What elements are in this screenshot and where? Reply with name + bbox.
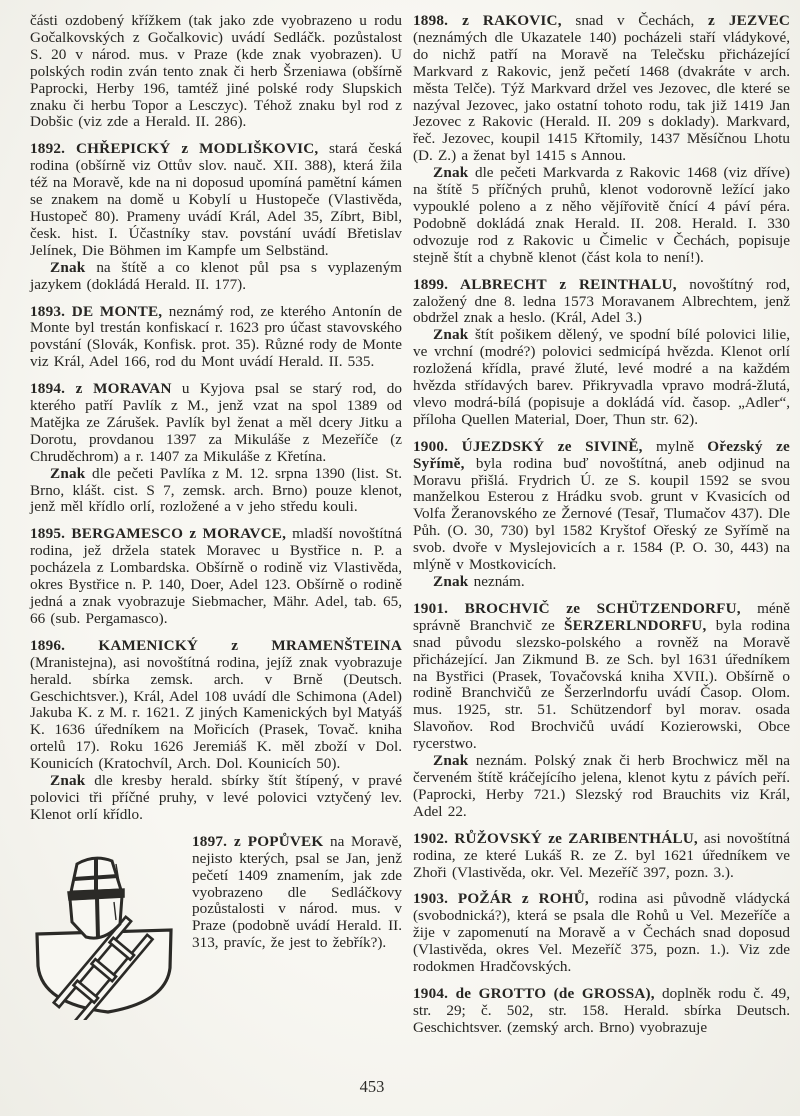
entry-heading-text: z JEZVEC [708,12,790,29]
entry-heading-text: Znak [433,164,469,182]
entry-1898 [413,13,790,267]
entry-body-text: neznám. Polský znak či herb Brochwicz měl na červeném štítě kráčejícího jelena, klenot kytu z pávích peří. (Paprocki, Herby 721.) Slezský rod Brauchits viz Král, Adel 22. [413,752,790,820]
entry-body-text: snad v Čechách, [561,12,709,29]
entry-heading-text: Znak [50,772,86,790]
entry-heading-text: Znak [50,258,86,276]
entry-body-text: části ozdobený křížkem (tak jako zde vyobrazeno u rodu Gočalkovských z Gočalkovic) uvádí Sedláčk. pozůstalost S. 20 v národ. mus. v Praze (kde znak vyobrazen). U polských rodin zván tento znak či herb Šrzeniawa (obšírně Paprocki, Herby 196, tamtéž jiné polské rody Slupskich znaku či herbu Topor a Lesczyc). Téhož znaku byl rod z Dobšic (viz zde a Herald. II. 286). [30,12,402,131]
entry-body-text: doplněk rodu č. 49, str. 29; č. 502, str. 158. Herald. sbírka Deutsch. Geschichtsver. (zemský arch. Brno) vyobrazuje [413,984,790,1036]
entry-body-text: byla rodina snad původu slezsko-polského a rovněž na Moravě přicházející. Jan Zikmund B. ze Sch. byl 1631 úředníkem na Bystřici (Prasek, Tovačovská kniha XVII.). Obšírně o rodině Branchvičů ze Šerzerlndorfu uvádí Časop. Olom. mus. 1925, str. 51. Schützendorf byl morav. osada Slavoňov. Rod Brochvičů uvádí Kozierowski, Obce rycerstwo. [413,616,790,753]
entry-1898-paragraph [413,165,790,266]
entry-1903 [413,891,790,976]
entry-1896-paragraph [30,638,402,773]
entry-1898-paragraph [413,13,790,165]
entry-1900-paragraph [413,439,790,574]
entry-heading-text: 1894. z MORAVAN [30,380,172,398]
entry-1901-paragraph [413,753,790,821]
entry-1893 [30,304,402,372]
entry-1902 [413,831,790,882]
right-column [413,13,790,1047]
entry-heading-text: 1904. de GROTTO (de GROSSA), [413,984,655,1002]
entry-1896-paragraph [30,773,402,824]
entry-1899-paragraph [413,277,790,328]
entry-body-text: (neznámých dle Ukazatele 140) pocházeli staří vládykové, do nichž patří na Moravě na Telečsku přicházející Markvard z Rakovic, jenž pečetí 1468 (dvakráte v arch. města Telče). Týž Markvard držel ves Jezovec, dle které se nazýval Jezovec, jako ostatní tohoto rodu, tak již 1419 Jan Jezovec z Rakovic (Herald. II. 209 s doklady). Markvard, řeč. Jezovec, koupil 1415 Křtomily, 1437 Měsíčnou Lhotu (D. Z.) a ženat byl 1415 s Annou. [413,28,790,165]
entry-1899 [413,277,790,429]
coat-of-arms-figure [30,852,180,1020]
entry-body-text: na Moravě, nejisto kterých, psal se Jan, jenž pečetí 1409 znamením, jak zde vyobrazeno dle Sedláčkovy pozůstalosti v národ. mus. v Praze (podobně uvádí Herald. II. 313, pravíc, že jest to žebřík?). [192,832,402,952]
entry-body-text: dle kresby herald. sbírky štít štípený, v pravé polovici tři příčné pruhy, v levé polovici vztyčený lev. Klenot orlí křídlo. [30,772,402,823]
entry-body-text: štít pošikem dělený, ve spodní bílé polovici lilie, ve vrchní (modré?) polovici sedmicípá hvězda. Klenot orlí rozložená křídla, pravé žluté, levé modré a na každém hvězda střídavých barev. Přikryvadla vpravo modrá-žlutá, vlevo modrá-bílá (popisuje a dokládá víd. časop. „Adler“, příloha Quellen Material, Doer, Thun str. 62). [413,326,790,428]
entry-body-text: byla rodina buď novoštítná, aneb odjinud na Moravu přišlá. Frydrich Ú. ze S. koupil 1592 se svou manželkou Esterou z Hrádku svob. grunt v Kvasicích od Volfa Žeranovského ze Žernové (Tesař, Tlumačov 437). Dle Půh. (O. 30, 730) byl 1582 Kryštof Ořeský ze Syřímě na svob. dvoře v Myslejovicích a r. 1584 (P. O. 30, 443) na mlýně v Mostkovicích. [413,454,790,574]
entry-heading-text: 1903. POŽÁR z ROHŮ, [413,890,589,908]
entry-body-text: neznám. [468,573,525,590]
entry-body-text: asi novoštítná rodina, ze které Lukáš R. ze Z. byl 1621 úředníkem ve Zhoři (Vlastivěda, okr. Vel. Mezeříč 397, pozn. 3.). [413,829,791,881]
entry-body-text: rodina asi původně vládycká (svobodnická?), která se psala dle Rohů u Vel. Mezeříče a žije v zapomenutí na Moravě a v Čechách snad doposud (Vlastivěda, okres Vel. Mezeříč 375, pozn. 1.). Viz zde rodokmen Hradčovských. [413,890,790,976]
entry-1895 [30,526,402,627]
entry-body-text: méně správně Branchvič ze [413,599,790,634]
entry-body-text: na štítě a co klenot půl psa s vyplazeným jazykem (dokládá Herald. II. 177). [30,258,402,293]
entry-heading-text: Znak [433,752,469,770]
entry-1895-paragraph [30,526,402,627]
entry-heading-text: Znak [50,464,86,482]
entry-1894-paragraph [30,381,402,466]
entry-1903-paragraph [413,891,790,976]
entry-1904-paragraph [413,986,790,1037]
entry-1892-paragraph [30,141,402,259]
entry-body-text: mylně [642,437,708,455]
entry-1900 [413,439,790,591]
entry-body-text: mladší novoštítná rodina, jež držela statek Moravec u Bystřice n. P. a pocházela z Lombardska. Obšírně o rodině viz Vlastivěda, okres Bystřice n. P. 140, Doer, Adel 123. Obšírně o rodině jedná a znak vyobrazuje Siebmacher, Mähr. Adel, tab. 65, 66 (sub. Pergamasco). [30,525,403,627]
entry-heading-text: Znak [433,573,469,590]
entry-heading-text: Ořezský ze Syřímě, [413,437,790,472]
entry-1897 [30,834,402,952]
entry-heading-text: 1898. z RAKOVIC, [413,12,562,29]
entry-1899-paragraph [413,327,790,428]
entry-body-text: neznámý rod, ze kterého Antonín de Monte byl trestán konfiskací r. 1623 pro účast stavovského povstání (Slovák, Konfisk. prot. 35). Různé rody de Monte viz Král, Adel 166, rod du Mont uvádí Herald. II. 535. [30,302,402,371]
text-columns [30,13,790,1047]
entry-1904 [413,986,790,1037]
entry-1902-paragraph [413,831,790,882]
entry-heading-text: 1896. KAMENICKÝ z MRAMENŠTEINA [30,636,402,654]
entry-heading-text: ŠERZERLNDORFU, [564,616,707,634]
entry-body-text: stará česká rodina (obšírně viz Ottův slov. nauč. XII. 388), která žila též na Moravě, kde na ni doposud upomíná pamětní kámen se znakem na domě u Kobylí u Hustopeče (Vlastivěda, Hustopeč 80). Prameny uvádí Král, Adel 35, Zíbrt, Bibl, česk. hist. I. Účastníky stav. povstání uvádí Břetislav Jelínek, Die Böhmen im Kampfe um Selbständ. [30,140,402,259]
entry-heading-text: 1899. ALBRECHT z REINTHALU, [413,275,677,293]
entry-1896 [30,638,402,824]
entry-heading-text: 1895. BERGAMESCO z MORAVCE, [30,525,287,543]
page-number: 453 [359,1077,385,1096]
entry-body-text: dle pečeti Pavlíka z M. 12. srpna 1390 (list. St. Brno, klášt. cist. S 7, zemsk. arch. Brno) pouze klenot, jenž měl křídlo orlí, rozložené a v jeho středu kouli. [30,464,402,516]
continuation-paragraph-paragraph [30,13,402,131]
entry-heading-text: 1892. CHŘEPICKÝ z MODLIŠKOVIC, [30,140,319,158]
entry-1901 [413,601,790,821]
great-helm-icon [68,858,124,938]
entry-1901-paragraph [413,601,790,753]
entry-body-text: novoštítný rod, založený dne 8. ledna 1573 Moravanem Albrechtem, jenž obdržel znak a heslo. (Král, Adel 3.) [413,275,790,327]
entry-body-text: dle pečeti Markvarda z Rakovic 1468 (viz dříve) na štítě 5 příčných pruhů, klenot vodorovně ležící jako vypouklé poleno a z něho vějířovitě čnící 4 páví péra. Podobně dokládá znak Herald. II. 208. Herald. I. 330 odvozuje rod z Rakovic u Čimelic v Čechách, popisuje stejně štít a chybně klenot (část kola to není!). [413,164,790,266]
entry-1900-paragraph [413,574,790,591]
entry-heading-text: 1901. BROCHVIČ ze SCHÜTZENDORFU, [413,599,741,617]
entry-1893-paragraph [30,304,402,372]
entry-1892 [30,141,402,293]
entry-heading-text: 1902. RŮŽOVSKÝ ze ZARIBENTHÁLU, [413,829,698,847]
entry-1894-paragraph [30,466,402,517]
entry-1892-paragraph [30,260,402,294]
entry-body-text: u Kyjova psal se starý rod, do kterého patří Pavlík z M., jenž vzat na spol 1389 od Matějka ze Zárušek. Pavlík byl ženat a měl dcery Jitku a Dorotu, provdanou 1397 za Mikuláše z Mezeříče (z Chruděchrom) a r. 1407 za Mikuláše z Křetína. [30,380,402,465]
entry-body-text: (Mranistejna), asi novoštítná rodina, jejíž znak vyobrazuje herald. sbírka zemsk. arch. v Brně (Deutsch. Geschichtsver.), Král, Adel 108 uvádí dle Schimona (Adel) Jakuba K. z M. r. 1621. Z jiných Kamenických byl Matyáš K. 1636 úředníkem na Mořicích (Prasek, Tovač. kniha ortelů 17). Roku 1626 Jeremiáš K. měl zboží v Dol. Kounicích (Kratochvíl, Arch. Dol. Kounicích 50). [30,653,402,773]
entry-heading-text: 1900. ÚJEZDSKÝ ze SIVINĚ, [413,437,643,455]
left-column [30,13,402,1047]
entry-1894 [30,381,402,516]
entry-heading-text: Znak [433,326,469,344]
continuation-paragraph [30,13,402,131]
entry-heading-text: 1897. z POPŮVEK [192,832,324,850]
entry-heading-text: 1893. DE MONTE, [30,302,163,320]
